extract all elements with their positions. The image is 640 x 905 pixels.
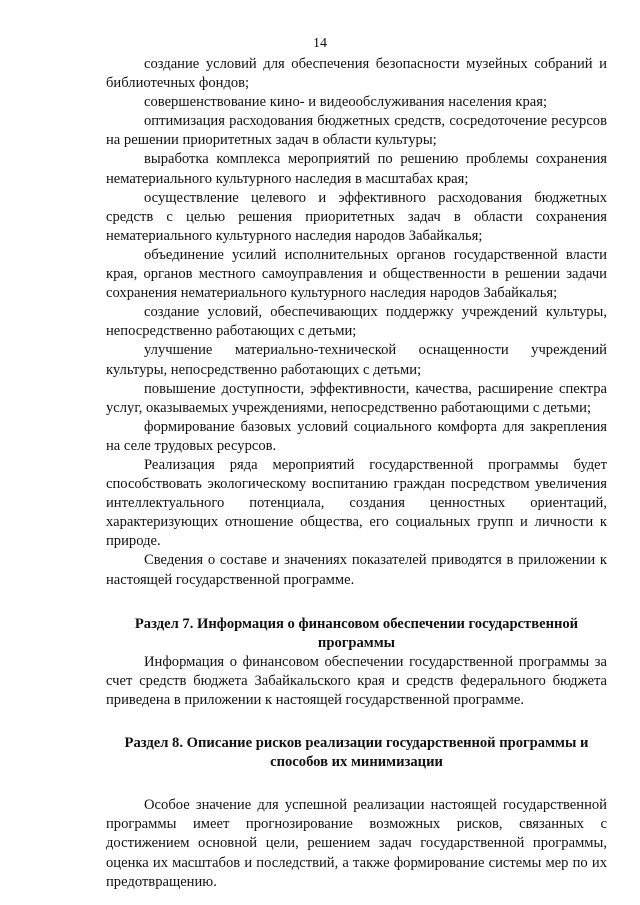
paragraph-service-accessibility: повышение доступности, эффективности, качества, расширение спектра услуг, оказываемых учреждениями, непосредственно работающими с детьми; <box>106 380 607 416</box>
section-7-text: Информация о финансовом обеспечении государственной программы за счет средств бюджета Забайкальского края и средств федерального бюджета приведена в приложении к настоящей государственной программе. <box>106 653 607 708</box>
paragraph-equipment-improvement: улучшение материально-технической оснащенности учреждений культуры, непосредственно работающих с детьми; <box>106 342 607 378</box>
paragraph-joint-efforts: объединение усилий исполнительных органов государственной власти края, органов местного самоуправления и общественности в решении задачи сохранения нематериального культурного наследия народов Забайкалья; <box>106 246 607 302</box>
paragraph-ecological-education: Реализация ряда мероприятий государственной программы будет способствовать экологическому воспитанию граждан посредством увеличения интеллектуального потенциала, создания ценностных ориентаций, характеризующих отношение общества, его социальных групп и личности к природе. <box>106 456 607 550</box>
page-number: 14 <box>313 36 327 51</box>
spacer <box>106 590 607 615</box>
paragraph-rural-comfort: формирование базовых условий социального комфорта для закрепления на селе трудовых ресурсов. <box>106 418 607 454</box>
section-8-text: Особое значение для успешной реализации настоящей государственной программы имеет прогнозирование возможных рисков, связанных с достижением основной цели, решением задач государственной программы, оценка их масштабов и последствий, а также формирование системы мер по их предотвращению. <box>106 797 607 890</box>
paragraph-budget-optimization: оптимизация расходования бюджетных средств, сосредоточение ресурсов на решении приоритетных задач в области культуры; <box>106 113 607 149</box>
paragraph-cinema-service: совершенствование кино- и видеообслуживания населения края; <box>144 94 548 111</box>
document-body <box>106 55 607 892</box>
spacer <box>106 772 607 796</box>
section-7-heading: Раздел 7. Информация о финансовом обеспечении государственной программы <box>134 615 579 651</box>
spacer <box>106 710 607 734</box>
paragraph-museum-safety: создание условий для обеспечения безопасности музейных собраний и библиотечных фондов; <box>106 56 607 92</box>
paragraph-targeted-spending: осуществление целевого и эффективного расходования бюджетных средств с целью решения приоритетных задач в области сохранения нематериального культурного наследия народов Забайкалья; <box>106 189 607 244</box>
section-8-heading: Раздел 8. Описание рисков реализации государственной программы и способов их минимизации <box>124 735 589 771</box>
paragraph-children-support: создание условий, обеспечивающих поддержку учреждений культуры, непосредственно работающих с детьми; <box>106 304 607 340</box>
paragraph-indicators-reference: Сведения о составе и значениях показателей приводятся в приложении к настоящей государственной программе. <box>106 552 607 588</box>
paragraph-heritage-measures: выработка комплекса мероприятий по решению проблемы сохранения нематериального культурного наследия в масштабах края; <box>106 151 607 187</box>
